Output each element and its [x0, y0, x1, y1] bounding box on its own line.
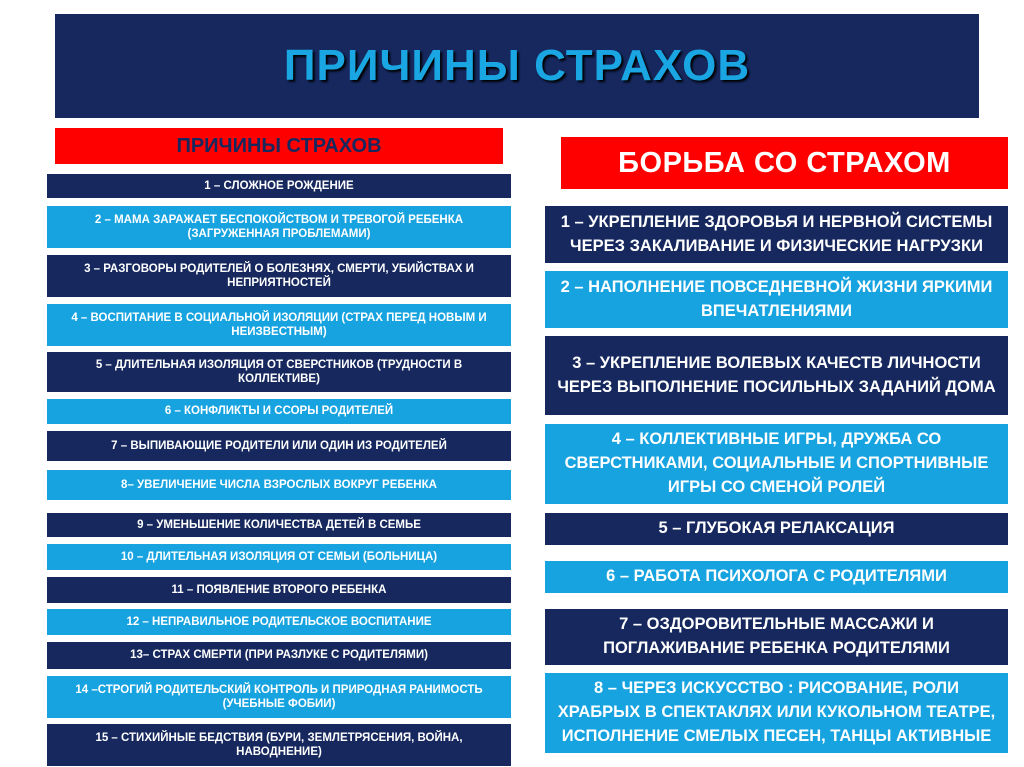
- remedy-item-6: 6 – РАБОТА ПСИХОЛОГА С РОДИТЕЛЯМИ: [545, 561, 1008, 593]
- remedy-item-4: 4 – КОЛЛЕКТИВНЫЕ ИГРЫ, ДРУЖБА СО СВЕРСТНИКАМИ, СОЦИАЛЬНЫЕ И СПОРТНИВНЫЕ ИГРЫ СО СМЕНОЙ РОЛЕЙ: [545, 424, 1008, 504]
- remedy-item-5: 5 – ГЛУБОКАЯ РЕЛАКСАЦИЯ: [545, 513, 1008, 545]
- remedy-item-1: 1 – УКРЕПЛЕНИЕ ЗДОРОВЬЯ И НЕРВНОЙ СИСТЕМЫ ЧЕРЕЗ ЗАКАЛИВАНИЕ И ФИЗИЧЕСКИЕ НАГРУЗКИ: [545, 206, 1008, 263]
- title-banner: [55, 14, 979, 118]
- remedy-item-2: 2 – НАПОЛНЕНИЕ ПОВСЕДНЕВНОЙ ЖИЗНИ ЯРКИМИ ВПЕЧАТЛЕНИЯМИ: [545, 271, 1008, 328]
- cause-item-13: 13– СТРАХ СМЕРТИ (ПРИ РАЗЛУКЕ С РОДИТЕЛЯМИ): [47, 642, 511, 669]
- cause-item-14: 14 –СТРОГИЙ РОДИТЕЛЬСКИЙ КОНТРОЛЬ И ПРИРОДНАЯ РАНИМОСТЬ (УЧЕБНЫЕ ФОБИИ): [47, 676, 511, 718]
- cause-item-15: 15 – СТИХИЙНЫЕ БЕДСТВИЯ (БУРИ, ЗЕМЛЕТРЯСЕНИЯ, ВОЙНА, НАВОДНЕНИЕ): [47, 724, 511, 766]
- cause-item-10: 10 – ДЛИТЕЛЬНАЯ ИЗОЛЯЦИЯ ОТ СЕМЬИ (БОЛЬНИЦА): [47, 544, 511, 570]
- cause-item-8: 8– УВЕЛИЧЕНИЕ ЧИСЛА ВЗРОСЛЫХ ВОКРУГ РЕБЕНКА: [47, 470, 511, 500]
- cause-item-2: 2 – МАМА ЗАРАЖАЕТ БЕСПОКОЙСТВОМ И ТРЕВОГОЙ РЕБЕНКА (ЗАГРУЖЕННАЯ ПРОБЛЕМАМИ): [47, 206, 511, 248]
- cause-item-4: 4 – ВОСПИТАНИЕ В СОЦИАЛЬНОЙ ИЗОЛЯЦИИ (СТРАХ ПЕРЕД НОВЫМ И НЕИЗВЕСТНЫМ): [47, 304, 511, 346]
- cause-item-3: 3 – РАЗГОВОРЫ РОДИТЕЛЕЙ О БОЛЕЗНЯХ, СМЕРТИ, УБИЙСТВАХ И НЕПРИЯТНОСТЕЙ: [47, 255, 511, 297]
- cause-item-7: 7 – ВЫПИВАЮЩИЕ РОДИТЕЛИ ИЛИ ОДИН ИЗ РОДИТЕЛЕЙ: [47, 431, 511, 461]
- cause-item-1: 1 – СЛОЖНОЕ РОЖДЕНИЕ: [47, 174, 511, 198]
- remedy-item-7: 7 – ОЗДОРОВИТЕЛЬНЫЕ МАССАЖИ И ПОГЛАЖИВАНИЕ РЕБЕНКА РОДИТЕЛЯМИ: [545, 609, 1008, 665]
- cause-item-5: 5 – ДЛИТЕЛЬНАЯ ИЗОЛЯЦИЯ ОТ СВЕРСТНИКОВ (ТРУДНОСТИ В КОЛЛЕКТИВЕ): [47, 352, 511, 392]
- remedies-header: БОРЬБА СО СТРАХОМ: [561, 137, 1008, 189]
- page-title: ПРИЧИНЫ СТРАХОВ: [283, 41, 751, 90]
- cause-item-12: 12 – НЕПРАВИЛЬНОЕ РОДИТЕЛЬСКОЕ ВОСПИТАНИЕ: [47, 609, 511, 635]
- cause-item-6: 6 – КОНФЛИКТЫ И ССОРЫ РОДИТЕЛЕЙ: [47, 399, 511, 424]
- cause-item-11: 11 – ПОЯВЛЕНИЕ ВТОРОГО РЕБЕНКА: [47, 577, 511, 603]
- remedy-item-8: 8 – ЧЕРЕЗ ИСКУССТВО : РИСОВАНИЕ, РОЛИ ХРАБРЫХ В СПЕКТАКЛЯХ ИЛИ КУКОЛЬНОМ ТЕАТРЕ, ИСПОЛНЕНИЕ СМЕЛЫХ ПЕСЕН, ТАНЦЫ АКТИВНЫЕ: [545, 673, 1008, 753]
- cause-item-9: 9 – УМЕНЬШЕНИЕ КОЛИЧЕСТВА ДЕТЕЙ В СЕМЬЕ: [47, 513, 511, 537]
- causes-header: ПРИЧИНЫ СТРАХОВ: [55, 128, 503, 164]
- remedy-item-3: 3 – УКРЕПЛЕНИЕ ВОЛЕВЫХ КАЧЕСТВ ЛИЧНОСТИ ЧЕРЕЗ ВЫПОЛНЕНИЕ ПОСИЛЬНЫХ ЗАДАНИЙ ДОМА: [545, 336, 1008, 415]
